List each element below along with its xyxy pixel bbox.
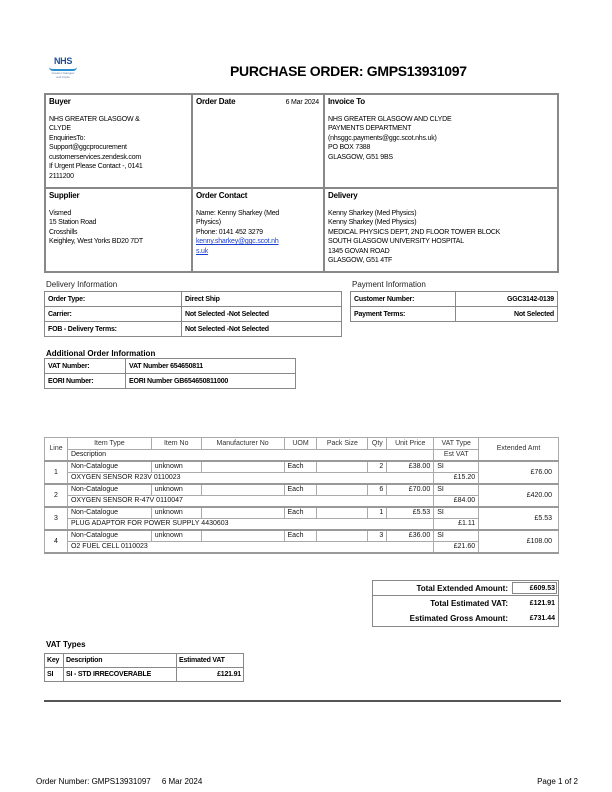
unit-price: £70.00 — [387, 484, 434, 496]
supplier-line: Keighley, West Yorks BD20 7DT — [49, 238, 143, 245]
delivery-info-value: Direct Ship — [182, 292, 342, 307]
vat-type: SI — [434, 530, 479, 542]
pack-size — [317, 461, 368, 473]
item-description: O2 FUEL CELL 0110023 — [67, 541, 433, 553]
est-vat: £21.60 — [434, 541, 479, 553]
delivery-line: MEDICAL PHYSICS DEPT, 2ND FLOOR TOWER BLOCK — [328, 228, 501, 236]
footer-divider — [44, 700, 561, 702]
order-contact-heading: Order Contact — [196, 191, 248, 200]
total-vat-label: Total Estimated VAT: — [430, 599, 508, 608]
line-number: 2 — [45, 484, 68, 507]
table-bottom-border — [45, 553, 559, 554]
delivery-line: 1345 GOVAN ROAD — [328, 247, 390, 255]
table-row — [45, 668, 244, 682]
extended-amt: £5.53 — [479, 507, 559, 530]
delivery-line: Kenny Sharkey (Med Physics) — [328, 219, 417, 226]
table-row — [45, 374, 296, 389]
table-row — [45, 359, 296, 374]
col-header-vat-type: VAT Type — [434, 438, 479, 450]
table-row — [351, 307, 558, 322]
payment-info-label: Payment Terms: — [351, 307, 456, 322]
buyer-line: Support@ggcprocurement — [49, 144, 127, 151]
gross-amount-row — [373, 611, 558, 626]
invoice-to-line: (nhsggc.payments@ggc.scot.nhs.uk) — [328, 134, 437, 142]
buyer-line: customerservices.zendesk.com — [49, 153, 142, 161]
invoice-to-heading: Invoice To — [328, 97, 365, 106]
vat-type: SI — [434, 507, 479, 519]
item-type: Non-Catalogue — [67, 484, 151, 496]
buyer-heading: Buyer — [49, 97, 71, 106]
nhs-logo-text: NHS — [53, 56, 73, 66]
extended-amt: £76.00 — [479, 461, 559, 484]
table-row — [45, 307, 342, 322]
nhs-logo-sub2: and Clyde — [56, 75, 70, 79]
supplier-cell — [45, 188, 192, 272]
order-contact-line: Physics) — [196, 219, 221, 226]
item-description: PLUG ADAPTOR FOR POWER SUPPLY 4430603 — [67, 518, 433, 530]
item-type: Non-Catalogue — [67, 530, 151, 542]
unit-price: £5.53 — [387, 507, 434, 519]
delivery-line: SOUTH GLASGOW UNIVERSITY HOSPITAL — [328, 238, 464, 245]
qty: 1 — [368, 507, 387, 519]
vat-description: SI - STD IRRECOVERABLE — [64, 668, 177, 682]
pack-size — [317, 507, 368, 519]
delivery-line: Kenny Sharkey (Med Physics) — [328, 209, 417, 217]
delivery-info-value: Not Selected -Not Selected — [182, 307, 342, 322]
col-header-description: Description — [64, 654, 177, 668]
line-number: 1 — [45, 461, 68, 484]
col-header-qty: Qty — [368, 438, 387, 450]
delivery-info-title: Delivery Information — [46, 280, 118, 289]
extended-amt: £420.00 — [479, 484, 559, 507]
supplier-line: Vismed — [49, 209, 72, 217]
order-date-label: Order Date — [196, 97, 236, 106]
item-no: unknown — [151, 461, 201, 473]
pack-size — [317, 530, 368, 542]
vat-key: SI — [45, 668, 64, 682]
buyer-line: EnquiriesTo: — [49, 134, 86, 142]
payment-info-value: Not Selected — [456, 307, 558, 322]
additional-info-value: EORI Number GB654650811000 — [126, 374, 296, 389]
item-no: unknown — [151, 484, 201, 496]
qty: 3 — [368, 530, 387, 542]
col-header-est-vat: Est VAT — [434, 449, 479, 461]
nhs-logo — [46, 56, 80, 84]
buyer-line: If Urgent Please Contact -, 0141 — [49, 163, 143, 170]
table-row — [45, 530, 559, 542]
order-contact-email-link[interactable]: kenny.sharkey@ggc.scot.nh — [196, 238, 279, 245]
col-header-item-no: Item No — [151, 438, 201, 450]
table-row — [45, 292, 342, 307]
vat-type: SI — [434, 461, 479, 473]
qty: 2 — [368, 461, 387, 473]
item-description: OXYGEN SENSOR R23V 0110023 — [67, 472, 433, 484]
col-header-line: Line — [45, 438, 68, 461]
delivery-info-label: Order Type: — [45, 292, 182, 307]
invoice-to-line: NHS GREATER GLASGOW AND CLYDE — [328, 115, 452, 123]
item-type: Non-Catalogue — [67, 461, 151, 473]
table-header-row — [45, 654, 244, 668]
total-extended-value: £609.53 — [529, 585, 555, 592]
col-header-description: Description — [67, 449, 433, 461]
additional-info-title: Additional Order Information — [46, 349, 156, 358]
manufacturer-no — [201, 530, 284, 542]
order-header-grid — [44, 93, 559, 273]
supplier-line: 15 Station Road — [49, 219, 97, 226]
col-header-extended-amt: Extended Amt — [479, 438, 559, 461]
order-contact-email-link[interactable]: s.uk — [196, 247, 209, 255]
nhs-logo-sub1: Greater Glasgow — [51, 71, 75, 75]
col-header-manufacturer-no: Manufacturer No — [201, 438, 284, 450]
invoice-to-line: GLASGOW, G51 9BS — [328, 153, 393, 161]
delivery-info-value: Not Selected -Not Selected — [182, 322, 342, 337]
line-items-table — [44, 437, 559, 554]
pack-size — [317, 484, 368, 496]
est-vat: £84.00 — [434, 495, 479, 507]
order-contact-line: Phone: 0141 452 3279 — [196, 228, 263, 236]
total-vat-value: £121.91 — [529, 600, 555, 607]
delivery-cell — [324, 188, 558, 272]
item-description: OXYGEN SENSOR R-47V 0110047 — [67, 495, 433, 507]
uom: Each — [284, 530, 317, 542]
col-header-key: Key — [45, 654, 64, 668]
vat-types-title: VAT Types — [46, 640, 86, 649]
total-vat-row — [373, 596, 558, 611]
additional-info-value: VAT Number 654650811 — [126, 359, 296, 374]
order-date-cell — [192, 94, 324, 188]
additional-info-label: VAT Number: — [45, 359, 126, 374]
col-header-item-type: Item Type — [67, 438, 151, 450]
uom: Each — [284, 461, 317, 473]
gross-amount-label: Estimated Gross Amount: — [409, 614, 508, 623]
buyer-line: NHS GREATER GLASGOW & — [49, 115, 140, 123]
est-vat: £15.20 — [434, 472, 479, 484]
manufacturer-no — [201, 484, 284, 496]
uom: Each — [284, 484, 317, 496]
col-header-uom: UOM — [284, 438, 317, 450]
vat-type: SI — [434, 484, 479, 496]
vat-types-table — [44, 653, 244, 682]
delivery-info-label: FOB - Delivery Terms: — [45, 322, 182, 337]
est-vat: £1.11 — [434, 518, 479, 530]
qty: 6 — [368, 484, 387, 496]
buyer-cell — [45, 94, 192, 188]
item-type: Non-Catalogue — [67, 507, 151, 519]
total-extended-row — [373, 581, 558, 596]
invoice-to-line: PO BOX 7388 — [328, 144, 371, 151]
order-contact-line: Name: Kenny Sharkey (Med — [196, 209, 280, 217]
delivery-info-label: Carrier: — [45, 307, 182, 322]
item-no: unknown — [151, 530, 201, 542]
buyer-line: 2111200 — [49, 172, 74, 180]
order-contact-cell — [192, 188, 324, 272]
supplier-heading: Supplier — [49, 191, 80, 200]
invoice-to-cell — [324, 94, 558, 188]
payment-info-table — [350, 291, 558, 322]
manufacturer-no — [201, 461, 284, 473]
delivery-line: GLASGOW, G51 4TF — [328, 257, 393, 264]
line-number: 3 — [45, 507, 68, 530]
extended-amt: £108.00 — [479, 530, 559, 553]
line-number: 4 — [45, 530, 68, 553]
col-header-estimated-vat: Estimated VAT — [177, 654, 244, 668]
unit-price: £36.00 — [387, 530, 434, 542]
vat-estimated-value: £121.91 — [177, 668, 244, 682]
payment-info-title: Payment Information — [352, 280, 426, 289]
table-row — [45, 484, 559, 496]
delivery-heading: Delivery — [328, 191, 358, 200]
delivery-info-table — [44, 291, 342, 337]
buyer-line: CLYDE — [49, 125, 71, 132]
gross-amount-value: £731.44 — [529, 615, 555, 622]
table-row — [351, 292, 558, 307]
col-header-unit-price: Unit Price — [387, 438, 434, 450]
table-row — [45, 322, 342, 337]
additional-info-label: EORI Number: — [45, 374, 126, 389]
table-row — [45, 461, 559, 473]
uom: Each — [284, 507, 317, 519]
footer-order-number: Order Number: GMPS13931097 6 Mar 2024 — [36, 777, 203, 786]
col-header-pack-size: Pack Size — [317, 438, 368, 450]
item-no: unknown — [151, 507, 201, 519]
manufacturer-no — [201, 507, 284, 519]
totals-box — [372, 580, 559, 627]
table-row — [45, 507, 559, 519]
footer-page-number: Page 1 of 2 — [537, 777, 578, 786]
payment-info-label: Customer Number: — [351, 292, 456, 307]
additional-info-table — [44, 358, 296, 389]
total-extended-label: Total Extended Amount: — [416, 584, 508, 593]
invoice-to-line: PAYMENTS DEPARTMENT — [328, 125, 412, 132]
page-title: PURCHASE ORDER: GMPS13931097 — [230, 63, 467, 79]
unit-price: £38.00 — [387, 461, 434, 473]
payment-info-value: GGC3142-0139 — [456, 292, 558, 307]
order-date-value: 6 Mar 2024 — [285, 99, 319, 106]
table-header-row — [45, 438, 559, 450]
supplier-line: Crosshills — [49, 228, 78, 236]
